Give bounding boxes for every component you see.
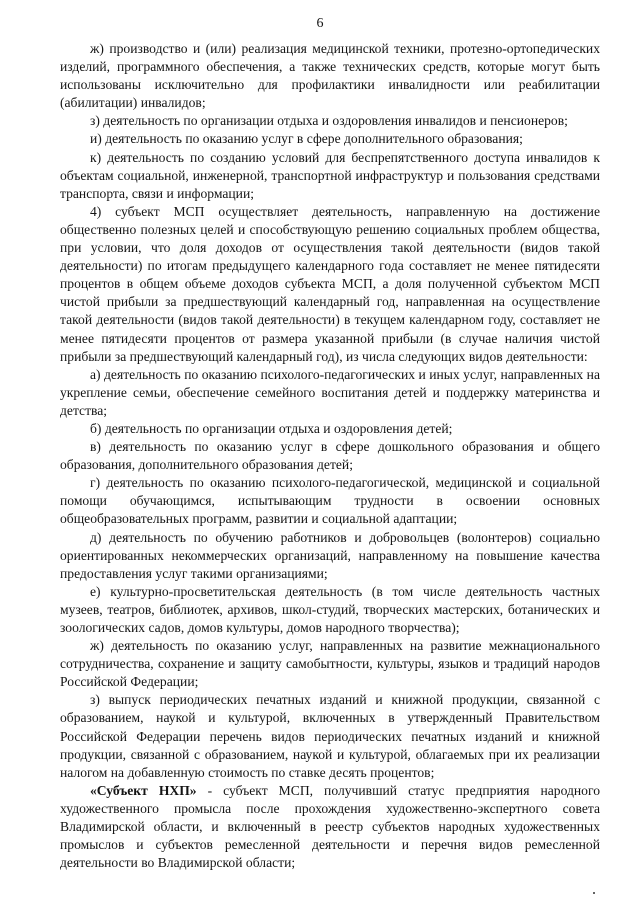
definition-nhp-subject — [60, 782, 600, 872]
paragraph-g-psychological-help: г) деятельность по оказанию психолого-педагогической, медицинской и социальной помощи обучающимся, испытывающим трудности в освоении основных общеобразовательных программ, развитии и социальной адаптации; — [60, 475, 600, 527]
paragraph-a-family-support: а) деятельность по оказанию психолого-педагогических и иных услуг, направленных на укрепление семьи, обеспечение семейного воспитания детей и поддержку материнства и детства; — [60, 366, 600, 418]
paragraph-zh-interethnic-cooperation: ж) деятельность по оказанию услуг, направленных на развитие межнационального сотрудничества, сохранение и защиту самобытности, культуры, языков и традиций народов Российской Федерации; — [60, 638, 600, 690]
definition-term: «Субъект НХП» — [90, 782, 197, 798]
paragraph-z-disabled-recreation: з) деятельность по организации отдыха и оздоровления инвалидов и пенсионеров; — [90, 113, 568, 129]
paragraph-d-volunteer-training: д) деятельность по обучению работников и добровольцев (волонтеров) социально ориентированных некоммерческих организаций, направленному на повышение качества предоставления услуг такими организациями; — [60, 529, 600, 581]
definition-text: - субъект МСП, получивший статус предприятия народного художественного промысла после прохождения художественно-экспертного совета Владимирской области, и включенный в реестр субъектов народных художественных промыслов и субъектов ремесленной деятельности и перечня видов ремесленной деятельности во Владимирской области; — [60, 782, 600, 871]
paragraph-b-children-recreation: б) деятельность по организации отдыха и оздоровления детей; — [90, 420, 453, 436]
paragraph-zh-medical-tech: ж) производство и (или) реализация медицинской техники, протезно-ортопедических изделий, программного обеспечения, а также технических средств, которые могут быть использованы исключительно для профилактики инвалидности или реабилитации (абилитации) инвалидов; — [60, 41, 600, 111]
paragraph-i-additional-education: и) деятельность по оказанию услуг в сфере дополнительного образования; — [90, 131, 523, 147]
paragraph-4-socially-useful-activity: 4) субъект МСП осуществляет деятельность, направленную на достижение общественно полезных целей и способствующую решению социальных проблем общества, при условии, что доля доходов от осуществления такой деятельности (видов такой деятельности) по итогам предыдущего календарного года составляет не менее пятидесяти процентов в общем объеме доходов субъекта МСП, а доля полученной субъектом МСП чистой прибыли за предшествующий календарный год, направленная на осуществление такой деятельности (видов такой деятельности) в текущем календарном году, составляет не менее пятидесяти процентов от размера указанной прибыли (в случае наличия чистой прибыли за предшествующий календарный год), из числа следующих видов деятельности: — [60, 203, 600, 364]
paragraph-v-preschool-education: в) деятельность по оказанию услуг в сфере дошкольного образования и общего образования, дополнительного образования детей; — [60, 439, 600, 473]
paragraph-e-cultural-education: е) культурно-просветительская деятельность (в том числе деятельность частных музеев, театров, библиотек, архивов, школ-студий, творческих мастерских, ботанических и зоологических садов, домов культуры, домов народного творчества); — [60, 583, 600, 635]
paragraph-k-accessibility: к) деятельность по созданию условий для беспрепятственного доступа инвалидов к объектам социальной, инженерной, транспортной инфраструктур и пользования средствами транспорта, связи и информации; — [60, 149, 600, 201]
document-body — [60, 40, 600, 872]
paragraph-z-periodicals: з) выпуск периодических печатных изданий и книжной продукции, связанной с образованием, наукой и культурой, включенных в утвержденный Правительством Российской Федерации перечень видов периодических печатных изданий и книжной продукции, связанной с образованием, наукой и культурой, облагаемых при их реализации налогом на добавленную стоимость по ставке десять процентов; — [60, 692, 600, 780]
page-number: 6 — [316, 16, 324, 31]
scan-dot — [593, 892, 595, 894]
